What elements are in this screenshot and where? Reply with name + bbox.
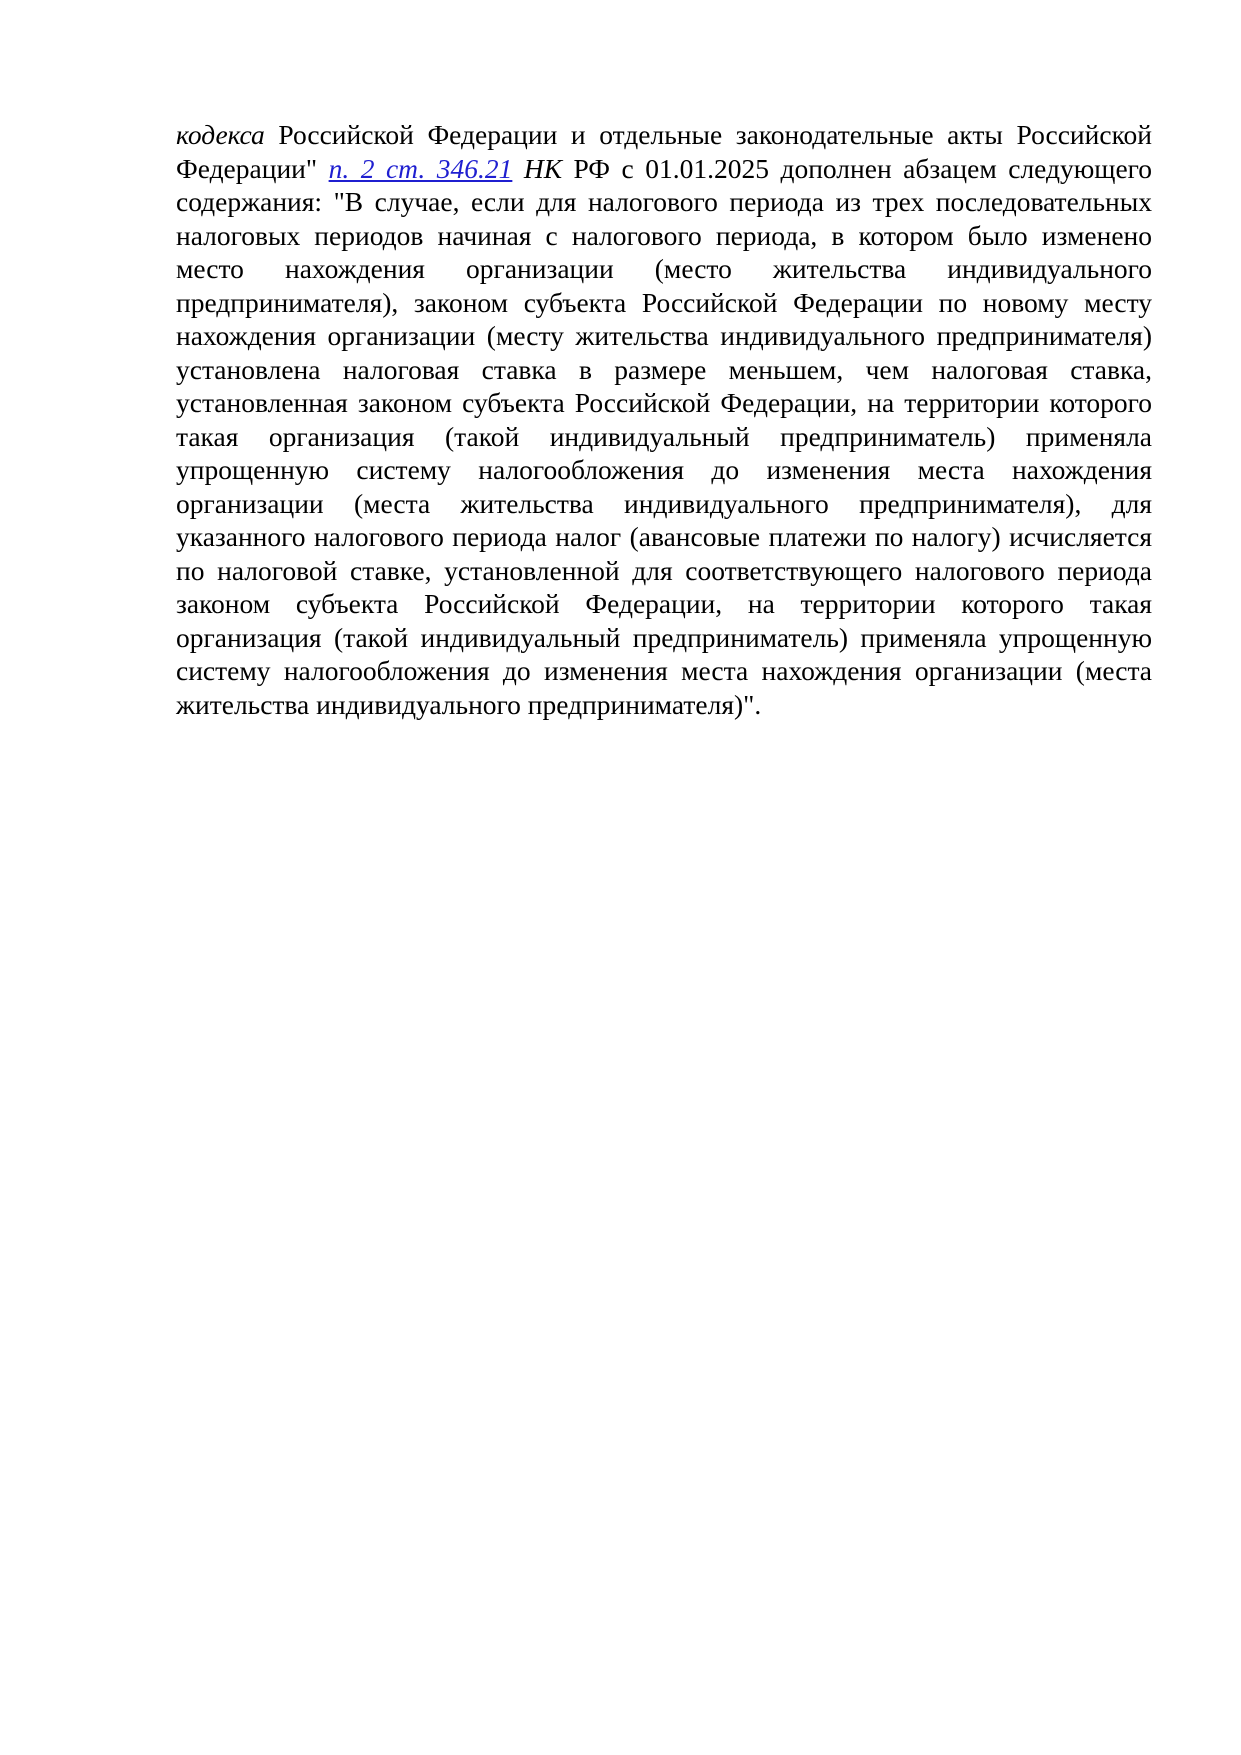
italic-code-abbreviation: НК (523, 152, 562, 184)
body-paragraph (176, 118, 1152, 721)
text-before-link: Российской Федерации и отдельные законодательные акты Российской Федерации" (176, 119, 1153, 184)
article-reference-link[interactable]: п. 2 ст. 346.21 (328, 152, 513, 184)
italic-lead-text: кодекса (176, 119, 265, 150)
text-after-link: РФ с 01.01.2025 дополнен абзацем следующего содержания: "В случае, если для налогового периода из трех последовательных налоговых периодов начиная с налогового периода, в котором было изменено место нахождения организации (место жительства индивидуального предпринимателя), законом субъекта Российской Федерации по новому месту нахождения организации (месту жительства индивидуального предпринимателя) установлена налоговая ставка в размере меньшем, чем налоговая ставка, установленная законом субъекта Российской Федерации, на территории которого такая организация (такой индивидуальный предприниматель) применяла упрощенную систему налогообложения до изменения места нахождения организации (места жительства индивидуального предпринимателя), для указанного налогового периода налог (авансовые платежи по налогу) исчисляется по налоговой ставке, установленной для соответствующего налогового периода законом субъекта Российской Федерации, на территории которого такая организация (такой индивидуальный предприниматель) применяла упрощенную систему налогообложения до изменения места нахождения организации (места жительства индивидуального предпринимателя)". (176, 152, 1153, 720)
